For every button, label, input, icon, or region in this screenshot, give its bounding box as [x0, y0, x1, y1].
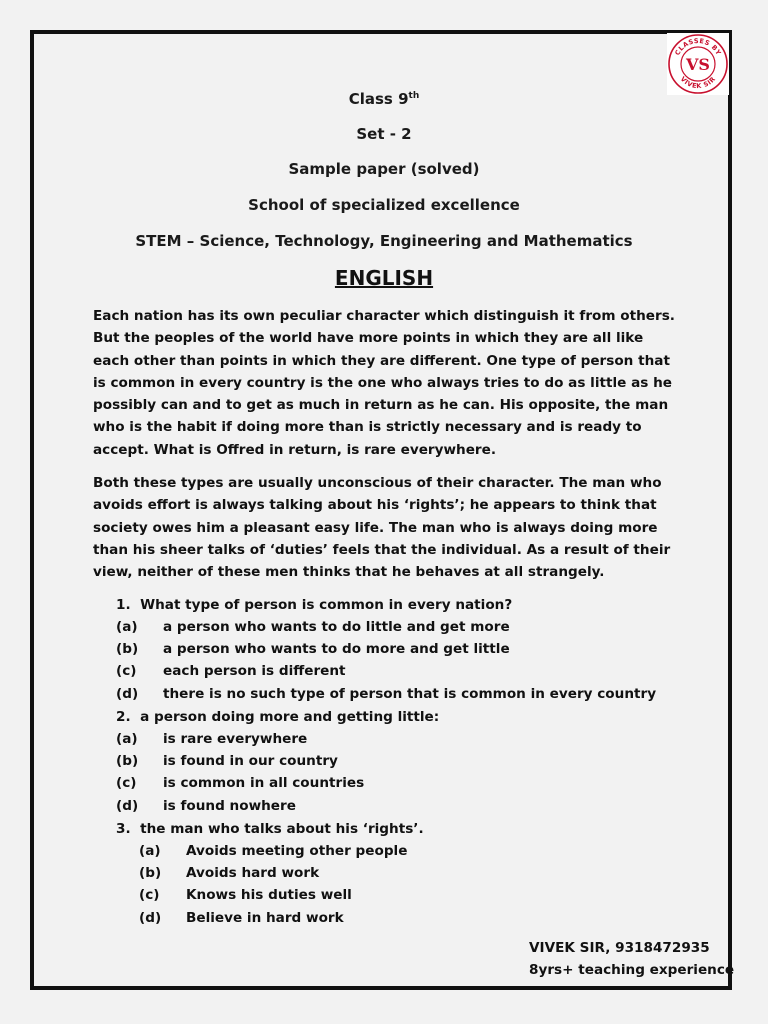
question-1-option-a: (a) a person who wants to do little and get more [116, 619, 510, 635]
question-1: 1. What type of person is common in every nation? [116, 597, 513, 613]
question-1-option-d: (d) there is no such type of person that is common in every country [116, 686, 657, 702]
question-3-option-d: (d) Believe in hard work [139, 910, 344, 926]
logo-bottom-text: VIVEK SIR [678, 75, 718, 91]
passage-paragraph-1: Each nation has its own peculiar character which distinguish it from others. But the peoples of the world have more points in which they are all like each other than points in which they are different. One type of person that is common in every country is the one who always tries to do as little as he possibly can and to get as much in return as he can. His opposite, the man who is the habit if doing more than is strictly necessary and is ready to accept. What is Offred in return, is rare everywhere. [93, 308, 675, 458]
footer-contact: VIVEK SIR, 9318472935 [529, 940, 710, 956]
question-1-option-b: (b) a person who wants to do more and get little [116, 641, 510, 657]
classes-by-vivek-sir-logo [667, 33, 729, 95]
class-title: Class 9th [348, 90, 420, 108]
set-title: Set - 2 [356, 125, 412, 143]
question-2-option-a: (a) is rare everywhere [116, 731, 308, 747]
question-2-option-c: (c) is common in all countries [116, 775, 365, 791]
question-2: 2. a person doing more and getting little: [116, 709, 440, 725]
question-3: 3. the man who talks about his ‘rights’. [116, 821, 424, 837]
passage-paragraph-2: Both these types are usually unconscious of their character. The man who avoids effort is always talking about his ‘rights’; he appears to think that society owes him a pleasant easy life. The man who is always doing more than his sheer talks of ‘duties’ feels that the individual. As a result of their view, neither of these men thinks that he behaves at all strangely. [93, 475, 671, 581]
question-1-option-c: (c) each person is different [116, 663, 346, 679]
question-2-option-d: (d) is found nowhere [116, 798, 296, 814]
question-3-option-c: (c) Knows his duties well [139, 887, 352, 903]
subject-title: ENGLISH [334, 266, 434, 290]
logo-initials: VS [686, 55, 710, 74]
footer-experience: 8yrs+ teaching experience [529, 962, 735, 978]
question-2-option-b: (b) is found in our country [116, 753, 338, 769]
stem-title: STEM – Science, Technology, Engineering and Mathematics [135, 232, 633, 250]
school-name: School of specialized excellence [248, 196, 520, 214]
question-3-option-b: (b) Avoids hard work [139, 865, 320, 881]
paper-type: Sample paper (solved) [288, 160, 480, 178]
question-3-option-a: (a) Avoids meeting other people [139, 843, 408, 859]
logo-top-text: CLASSES BY [673, 36, 723, 57]
